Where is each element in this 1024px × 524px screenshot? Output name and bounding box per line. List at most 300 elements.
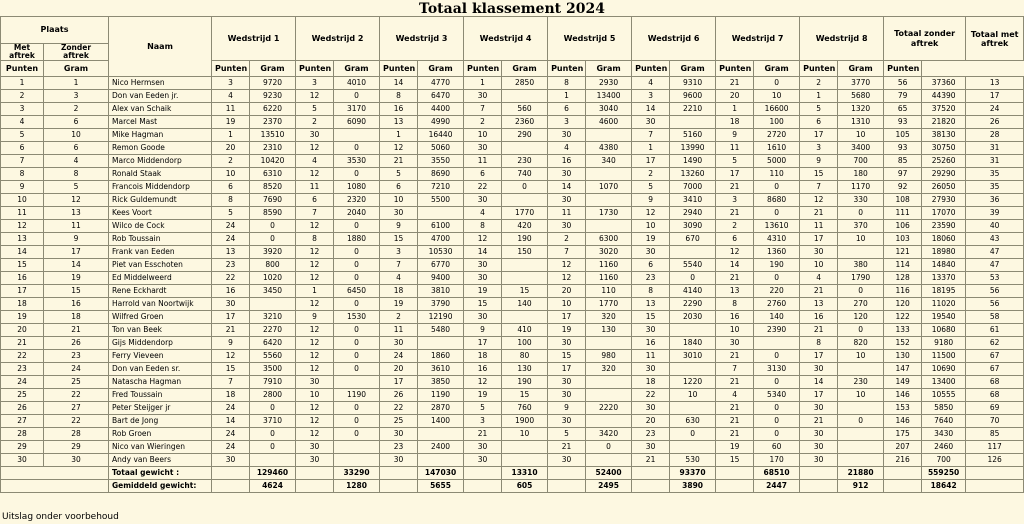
w6-punten: 6 (632, 259, 670, 272)
w7-gram: 8680 (754, 194, 800, 207)
w2-punten: 12 (296, 428, 334, 441)
w3-gram: 6770 (418, 259, 464, 272)
w1-gram: 7910 (250, 376, 296, 389)
w4-gram (502, 90, 548, 103)
w3-punten: 10 (380, 194, 418, 207)
totaal-punten: 105 (884, 129, 922, 142)
w1-gram: 3920 (250, 246, 296, 259)
w5-gram: 980 (586, 350, 632, 363)
w8-gram: 370 (838, 220, 884, 233)
w5-gram (586, 337, 632, 350)
w8-gram: 3770 (838, 77, 884, 90)
w2-punten: 7 (296, 207, 334, 220)
totaal-gewicht-row-w8: 21880 (838, 467, 884, 480)
totaal-punten: 85 (884, 155, 922, 168)
w1-gram: 0 (250, 402, 296, 415)
w7-gram: 1610 (754, 142, 800, 155)
w3-gram: 1860 (418, 350, 464, 363)
w1-punten: 20 (212, 142, 250, 155)
plaats-zonder-aftrek: 30 (44, 454, 109, 467)
w6-punten: 9 (632, 194, 670, 207)
totaal-gewicht-row-w3: 147030 (418, 467, 464, 480)
w8-gram: 380 (838, 259, 884, 272)
w4-gram: 100 (502, 337, 548, 350)
naam: Piet van Esschoten (109, 259, 212, 272)
totaal-gewicht-row-w2: 33290 (334, 467, 380, 480)
naam: Harrold van Noortwijk (109, 298, 212, 311)
header-totaal-met-aftrek: Totaal met aftrek (966, 17, 1024, 61)
w8-punten: 21 (800, 324, 838, 337)
totaal-met-aftrek: 36 (966, 194, 1024, 207)
w1-gram: 8520 (250, 181, 296, 194)
header-w8-punten: Punten (716, 61, 754, 77)
w5-gram: 13400 (586, 90, 632, 103)
header-w2-gram: Gram (250, 61, 296, 77)
totaal-gram: 700 (922, 454, 966, 467)
w7-gram: 2720 (754, 129, 800, 142)
w6-gram: 0 (670, 428, 716, 441)
w2-gram: 0 (334, 272, 380, 285)
w5-gram (586, 376, 632, 389)
w3-punten: 24 (380, 350, 418, 363)
table-row (1, 142, 1024, 155)
w8-punten: 12 (800, 194, 838, 207)
plaats-met-aftrek: 8 (1, 168, 44, 181)
w8-gram: 0 (838, 285, 884, 298)
table-row (1, 402, 1024, 415)
w3-punten: 15 (380, 233, 418, 246)
w1-punten: 15 (212, 363, 250, 376)
w4-gram: 140 (502, 298, 548, 311)
w4-gram: 10 (502, 428, 548, 441)
w4-punten: 30 (464, 272, 502, 285)
w6-gram (670, 363, 716, 376)
w7-punten: 20 (716, 90, 754, 103)
w4-punten: 7 (464, 103, 502, 116)
w8-punten: 30 (800, 246, 838, 259)
w7-punten: 4 (716, 389, 754, 402)
plaats-zonder-aftrek: 15 (44, 285, 109, 298)
w3-punten: 30 (380, 428, 418, 441)
w6-gram: 3090 (670, 220, 716, 233)
w1-gram: 2310 (250, 142, 296, 155)
w6-gram: 4140 (670, 285, 716, 298)
w3-punten: 2 (380, 311, 418, 324)
w3-gram: 9400 (418, 272, 464, 285)
table-row (1, 233, 1024, 246)
w1-punten: 10 (212, 168, 250, 181)
w2-gram: 0 (334, 363, 380, 376)
w7-punten: 2 (716, 220, 754, 233)
w7-gram: 5340 (754, 389, 800, 402)
totaal-gram: 10555 (922, 389, 966, 402)
w7-punten: 21 (716, 428, 754, 441)
totaal-met-aftrek: 70 (966, 415, 1024, 428)
w6-punten: 2 (632, 168, 670, 181)
w7-punten: 21 (716, 272, 754, 285)
w2-punten: 3 (296, 77, 334, 90)
w8-gram (838, 441, 884, 454)
w6-gram: 9310 (670, 77, 716, 90)
gemiddeld-gewicht-row-spacer (1, 480, 109, 493)
w4-gram: 290 (502, 129, 548, 142)
totaal-gewicht-row-w4-empty (464, 467, 502, 480)
plaats-met-aftrek: 27 (1, 415, 44, 428)
w8-gram: 0 (838, 324, 884, 337)
totaal-gram: 10690 (922, 363, 966, 376)
w7-gram: 2760 (754, 298, 800, 311)
naam: Frank van Eeden (109, 246, 212, 259)
gemiddeld-gewicht-row-w2: 1280 (334, 480, 380, 493)
w3-punten: 30 (380, 207, 418, 220)
w4-punten: 17 (464, 337, 502, 350)
w6-punten: 30 (632, 246, 670, 259)
header-wedstrijd-4: Wedstrijd 4 (464, 17, 548, 61)
header-w2-punten: Punten (212, 61, 250, 77)
w6-punten: 11 (632, 350, 670, 363)
w2-gram (334, 376, 380, 389)
w4-punten: 10 (464, 129, 502, 142)
w3-gram: 1190 (418, 389, 464, 402)
w1-punten: 2 (212, 155, 250, 168)
w8-punten: 21 (800, 415, 838, 428)
w2-gram: 3530 (334, 155, 380, 168)
w8-gram: 1310 (838, 116, 884, 129)
plaats-met-aftrek: 29 (1, 441, 44, 454)
header-totaal-met-punten: Punten (884, 61, 922, 77)
plaats-zonder-aftrek: 26 (44, 337, 109, 350)
w2-gram: 0 (334, 142, 380, 155)
w7-punten: 15 (716, 454, 754, 467)
table-row (1, 441, 1024, 454)
totaal-punten: 108 (884, 194, 922, 207)
header-wedstrijd-7: Wedstrijd 7 (716, 17, 800, 61)
w8-gram: 330 (838, 194, 884, 207)
w8-gram: 3400 (838, 142, 884, 155)
w4-gram: 410 (502, 324, 548, 337)
w7-punten: 1 (716, 103, 754, 116)
header-totaal-punten: Punten (800, 61, 838, 77)
w5-punten: 4 (548, 142, 586, 155)
plaats-met-aftrek: 16 (1, 272, 44, 285)
plaats-met-aftrek: 22 (1, 350, 44, 363)
w2-gram: 0 (334, 259, 380, 272)
header-row-wedstrijden (1, 17, 1024, 44)
w1-gram: 10420 (250, 155, 296, 168)
w7-punten: 18 (716, 116, 754, 129)
w8-gram: 270 (838, 298, 884, 311)
table-row (1, 77, 1024, 90)
header-w3-gram: Gram (334, 61, 380, 77)
w1-gram: 2370 (250, 116, 296, 129)
plaats-zonder-aftrek: 4 (44, 155, 109, 168)
w4-punten: 1 (464, 77, 502, 90)
w3-punten: 12 (380, 142, 418, 155)
w1-gram: 5560 (250, 350, 296, 363)
table-row (1, 90, 1024, 103)
disclaimer: Uitslag onder voorbehoud (2, 512, 119, 522)
w8-gram: 10 (838, 129, 884, 142)
w7-gram: 0 (754, 181, 800, 194)
w5-punten: 16 (548, 155, 586, 168)
w5-gram: 4600 (586, 116, 632, 129)
w4-punten: 6 (464, 168, 502, 181)
totaal-gram: 13370 (922, 272, 966, 285)
plaats-zonder-aftrek: 23 (44, 350, 109, 363)
totaal-met-aftrek: 62 (966, 337, 1024, 350)
w3-punten: 9 (380, 220, 418, 233)
totaal-punten: 146 (884, 415, 922, 428)
totaal-met-aftrek: 40 (966, 220, 1024, 233)
totaal-met-aftrek: 61 (966, 324, 1024, 337)
w2-punten: 8 (296, 233, 334, 246)
w5-gram: 2220 (586, 402, 632, 415)
w4-gram: 190 (502, 376, 548, 389)
w1-punten: 5 (212, 207, 250, 220)
w8-punten: 13 (800, 298, 838, 311)
totaal-gewicht-row-spacer (1, 467, 109, 480)
w4-punten: 30 (464, 311, 502, 324)
w6-punten: 20 (632, 415, 670, 428)
w2-punten: 12 (296, 246, 334, 259)
header-wedstrijd-6: Wedstrijd 6 (632, 17, 716, 61)
w6-gram: 1840 (670, 337, 716, 350)
w2-gram: 3170 (334, 103, 380, 116)
w3-gram: 1400 (418, 415, 464, 428)
plaats-met-aftrek: 23 (1, 363, 44, 376)
totaal-gram: 21820 (922, 116, 966, 129)
w5-punten: 1 (548, 90, 586, 103)
w3-gram: 8690 (418, 168, 464, 181)
w3-punten: 19 (380, 298, 418, 311)
totaal-punten: 111 (884, 207, 922, 220)
table-row (1, 428, 1024, 441)
w3-gram: 2870 (418, 402, 464, 415)
w6-gram (670, 324, 716, 337)
w5-gram: 1070 (586, 181, 632, 194)
w5-gram: 0 (586, 441, 632, 454)
w1-gram: 1020 (250, 272, 296, 285)
w2-gram: 1190 (334, 389, 380, 402)
totaal-gewicht-row-label: Totaal gewicht : (109, 467, 212, 480)
w8-punten: 7 (800, 181, 838, 194)
totaal-met-aftrek: 24 (966, 103, 1024, 116)
w5-punten: 7 (548, 246, 586, 259)
naam: Ed Middelweerd (109, 272, 212, 285)
totaal-gewicht-row-w3-empty (380, 467, 418, 480)
w6-punten: 15 (632, 311, 670, 324)
w5-gram: 3020 (586, 246, 632, 259)
w5-gram: 1160 (586, 272, 632, 285)
w8-gram: 1170 (838, 181, 884, 194)
w7-punten: 7 (716, 363, 754, 376)
w8-punten: 30 (800, 428, 838, 441)
totaal-gram: 18195 (922, 285, 966, 298)
totaal-met-aftrek: 13 (966, 77, 1024, 90)
totaal-gram: 9180 (922, 337, 966, 350)
w8-gram: 820 (838, 337, 884, 350)
table-row (1, 181, 1024, 194)
table-row (1, 311, 1024, 324)
totaal-met-aftrek: 68 (966, 389, 1024, 402)
w1-punten: 21 (212, 324, 250, 337)
totaal-gewicht-row-w4: 13310 (502, 467, 548, 480)
totaal-met-aftrek: 56 (966, 298, 1024, 311)
w4-gram (502, 272, 548, 285)
w8-punten: 8 (800, 337, 838, 350)
totaal-punten: 97 (884, 168, 922, 181)
totaal-gram: 11500 (922, 350, 966, 363)
w1-punten: 7 (212, 376, 250, 389)
totaal-gram: 10680 (922, 324, 966, 337)
w1-gram: 0 (250, 233, 296, 246)
totaal-met-aftrek: 28 (966, 129, 1024, 142)
w1-punten: 19 (212, 116, 250, 129)
header-zonder-aftrek: Zonder aftrek (44, 44, 109, 61)
w6-punten: 16 (632, 337, 670, 350)
plaats-zonder-aftrek: 6 (44, 116, 109, 129)
w1-gram: 0 (250, 428, 296, 441)
plaats-met-aftrek: 6 (1, 142, 44, 155)
w8-punten: 1 (800, 90, 838, 103)
plaats-met-aftrek: 17 (1, 285, 44, 298)
totaal-met-aftrek: 35 (966, 168, 1024, 181)
plaats-met-aftrek: 2 (1, 90, 44, 103)
totaal-met-aftrek: 26 (966, 116, 1024, 129)
w7-gram: 0 (754, 350, 800, 363)
table-row (1, 285, 1024, 298)
w8-gram (838, 363, 884, 376)
plaats-met-aftrek: 25 (1, 389, 44, 402)
w6-gram: 0 (670, 272, 716, 285)
w2-gram: 6450 (334, 285, 380, 298)
w7-punten: 9 (716, 129, 754, 142)
plaats-zonder-aftrek: 11 (44, 220, 109, 233)
w4-punten: 30 (464, 194, 502, 207)
header-w8-gram: Gram (754, 61, 800, 77)
totaal-punten: 116 (884, 285, 922, 298)
w7-punten: 19 (716, 441, 754, 454)
plaats-met-aftrek: 1 (1, 77, 44, 90)
w4-punten: 30 (464, 259, 502, 272)
w6-gram: 7000 (670, 181, 716, 194)
w1-gram: 8590 (250, 207, 296, 220)
w4-gram (502, 259, 548, 272)
w4-gram (502, 454, 548, 467)
w6-punten: 22 (632, 389, 670, 402)
w8-gram: 120 (838, 311, 884, 324)
w1-gram: 6220 (250, 103, 296, 116)
w5-gram: 340 (586, 155, 632, 168)
table-row (1, 389, 1024, 402)
w4-gram (502, 441, 548, 454)
w7-gram: 100 (754, 116, 800, 129)
w1-punten: 30 (212, 454, 250, 467)
w8-punten: 17 (800, 129, 838, 142)
totaal-gewicht-row-w6: 93370 (670, 467, 716, 480)
w1-punten: 9 (212, 337, 250, 350)
w6-punten: 18 (632, 376, 670, 389)
totaal-gram: 18060 (922, 233, 966, 246)
plaats-zonder-aftrek: 28 (44, 428, 109, 441)
w4-punten: 30 (464, 454, 502, 467)
w6-punten: 14 (632, 103, 670, 116)
header-naam: Naam (109, 17, 212, 77)
w5-punten: 30 (548, 376, 586, 389)
totaal-gram: 17070 (922, 207, 966, 220)
w4-punten: 5 (464, 402, 502, 415)
plaats-zonder-aftrek: 3 (44, 90, 109, 103)
header-w1-gram: Gram (44, 61, 109, 77)
totaal-gewicht-row (1, 467, 1024, 480)
totaal-gram: 44390 (922, 90, 966, 103)
w6-gram (670, 116, 716, 129)
plaats-met-aftrek: 11 (1, 207, 44, 220)
table-row (1, 207, 1024, 220)
w6-gram: 1490 (670, 155, 716, 168)
gemiddeld-gewicht-row-met-empty (966, 480, 1024, 493)
w3-gram: 3810 (418, 285, 464, 298)
header-wedstrijd-8: Wedstrijd 8 (800, 17, 884, 61)
w3-gram: 4400 (418, 103, 464, 116)
totaal-gram: 37360 (922, 77, 966, 90)
w6-punten: 23 (632, 272, 670, 285)
plaats-met-aftrek: 13 (1, 233, 44, 246)
w6-punten: 30 (632, 116, 670, 129)
w3-gram: 2400 (418, 441, 464, 454)
w7-punten: 21 (716, 402, 754, 415)
w4-punten: 16 (464, 363, 502, 376)
w6-gram: 5540 (670, 259, 716, 272)
totaal-met-aftrek: 53 (966, 272, 1024, 285)
gemiddeld-gewicht-row-w8: 912 (838, 480, 884, 493)
totaal-gram: 27930 (922, 194, 966, 207)
w2-punten: 9 (296, 311, 334, 324)
totaal-gram: 30750 (922, 142, 966, 155)
w8-punten: 30 (800, 441, 838, 454)
plaats-zonder-aftrek: 2 (44, 103, 109, 116)
w7-punten: 30 (716, 337, 754, 350)
w2-gram: 1530 (334, 311, 380, 324)
w5-gram: 1770 (586, 298, 632, 311)
w1-punten: 30 (212, 298, 250, 311)
w7-gram: 2390 (754, 324, 800, 337)
w8-gram: 0 (838, 207, 884, 220)
w4-punten: 14 (464, 246, 502, 259)
gemiddeld-gewicht-row-w6: 3890 (670, 480, 716, 493)
w5-gram (586, 389, 632, 402)
w5-punten: 10 (548, 298, 586, 311)
w6-punten: 10 (632, 220, 670, 233)
w7-gram: 0 (754, 272, 800, 285)
w1-punten: 16 (212, 285, 250, 298)
w1-punten: 22 (212, 272, 250, 285)
plaats-met-aftrek: 30 (1, 454, 44, 467)
w3-punten: 22 (380, 402, 418, 415)
w8-gram: 0 (838, 415, 884, 428)
w3-punten: 14 (380, 77, 418, 90)
header-wedstrijd-2: Wedstrijd 2 (296, 17, 380, 61)
w5-punten: 19 (548, 324, 586, 337)
w8-gram: 700 (838, 155, 884, 168)
naam: Nico van Wieringen (109, 441, 212, 454)
gemiddeld-gewicht-row-w3: 5655 (418, 480, 464, 493)
w4-gram: 150 (502, 246, 548, 259)
plaats-zonder-aftrek: 5 (44, 181, 109, 194)
w4-punten: 22 (464, 181, 502, 194)
w7-gram: 10 (754, 90, 800, 103)
totaal-gewicht-row-w1: 129460 (250, 467, 296, 480)
